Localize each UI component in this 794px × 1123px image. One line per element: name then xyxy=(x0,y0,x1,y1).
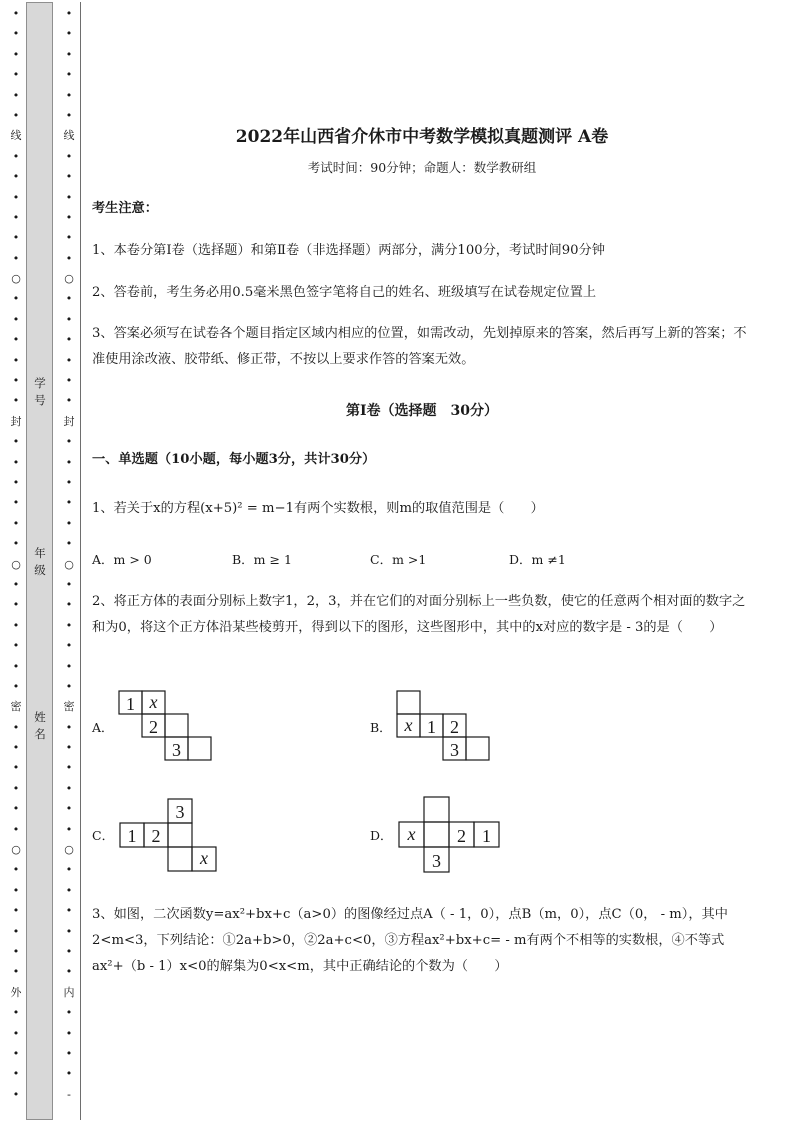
outer-seal-mark-32: • xyxy=(12,659,20,673)
net-c-cell-1: 1 xyxy=(127,826,137,846)
inner-seal-mark-18: • xyxy=(65,374,73,388)
outer-seal-mark-25: • xyxy=(12,516,20,530)
inner-seal-mark-6: 线 xyxy=(63,129,75,143)
inner-seal-mark-46: • xyxy=(65,944,73,958)
inner-seal-mark-51: • xyxy=(65,1046,73,1060)
outer-seal-mark-24: • xyxy=(12,496,20,510)
inner-seal-mark-13: ○ xyxy=(64,272,74,286)
outer-seal-mark-19: • xyxy=(12,394,20,408)
net-c-cell-2: 2 xyxy=(151,826,161,846)
outer-seal-mark-44: • xyxy=(12,904,20,918)
outer-seal-mark-48: 外 xyxy=(10,985,22,999)
net-b-cell-1: 1 xyxy=(427,717,436,737)
inner-seal-mark-23: • xyxy=(65,475,73,489)
net-c-cell-x: x xyxy=(200,848,208,868)
q2-net-a xyxy=(118,690,214,762)
outer-seal-mark-5: • xyxy=(12,108,20,122)
inner-seal-mark-28: • xyxy=(65,577,73,591)
inner-seal-mark-3: • xyxy=(65,68,73,82)
inner-seal-mark-16: • xyxy=(65,333,73,347)
q1-option-d[interactable]: D．m ≠1 xyxy=(509,552,566,567)
inner-seal-mark-52: • xyxy=(65,1067,73,1081)
inner-seal-mark-21: • xyxy=(65,435,73,449)
outer-seal-mark-38: • xyxy=(12,781,20,795)
net-d-cell-3: 3 xyxy=(432,851,441,871)
inner-seal-mark-32: • xyxy=(65,659,73,673)
q2-option-c-label[interactable]: C． xyxy=(92,828,115,843)
outer-seal-mark-2: • xyxy=(12,47,20,61)
inner-seal-mark-14: • xyxy=(65,292,73,306)
inner-seal-mark-27: ○ xyxy=(64,557,74,571)
inner-seal-mark-39: • xyxy=(65,802,73,816)
binding-margin xyxy=(0,0,84,1123)
q2-net-b xyxy=(396,690,492,762)
inner-seal-mark-0: • xyxy=(65,7,73,20)
outer-seal-mark-18: • xyxy=(12,374,20,388)
exam-title: 2022年山西省介休市中考数学模拟真题测评 A卷 xyxy=(235,127,609,147)
outer-seal-mark-4: • xyxy=(12,88,20,102)
outer-seal-mark-52: • xyxy=(12,1067,20,1081)
student-id-label: 学 号 xyxy=(34,376,46,407)
outer-seal-mark-23: • xyxy=(12,475,20,489)
inner-seal-mark-49: • xyxy=(65,1006,73,1020)
part-title: 第I卷（选择题 30分） xyxy=(345,403,499,419)
inner-seal-mark-7: • xyxy=(65,149,73,163)
inner-seal-mark-9: • xyxy=(65,190,73,204)
inner-seal-mark-47: • xyxy=(65,965,73,979)
notice-item-3: 3、答案必须写在试卷各个题目指定区域内相应的位置，如需改动，先划掉原来的答案，然后再写上新的答案；不准使用涂改液、胶带纸、修正带，不按以上要求作答的答案无效。 xyxy=(92,326,747,367)
outer-seal-mark-8: • xyxy=(12,170,20,184)
inner-seal-mark-25: • xyxy=(65,516,73,530)
net-a-cell-3: 3 xyxy=(172,740,181,760)
inner-seal-mark-36: • xyxy=(65,741,73,755)
notice-item-2: 2、答卷前，考生务必用0.5毫米黑色签字笔将自己的姓名、班级填写在试卷规定位置上 xyxy=(92,285,597,300)
outer-seal-mark-20: 封 xyxy=(10,414,22,428)
inner-seal-mark-10: • xyxy=(65,210,73,224)
inner-seal-mark-34: 密 xyxy=(63,700,75,714)
q1-option-b[interactable]: B．m ≥ 1 xyxy=(232,552,292,567)
section-heading: 一、单选题（10小题，每小题3分，共计30分） xyxy=(92,452,376,467)
q2-option-a-label[interactable]: A． xyxy=(92,720,114,735)
outer-seal-mark-14: • xyxy=(12,292,20,306)
outer-seal-mark-40: • xyxy=(12,822,20,836)
inner-seal-mark-53: - xyxy=(67,1087,71,1101)
q1-option-c[interactable]: C．m >1 xyxy=(370,552,427,567)
inner-seal-mark-43: • xyxy=(65,883,73,897)
outer-seal-mark-36: • xyxy=(12,741,20,755)
net-b-cell-3: 3 xyxy=(450,740,459,760)
question-3: 3、如图，二次函数y=ax²+bx+c（a>0）的图像经过点A（ - 1，0），点B（m，0），点C（0， - m），其中2<m<3，下列结论：①2a+b>0，②2a+c<0，③方程ax²+bx+c= - m有两个不相等的实数根，④不等式ax²+（b - 1）x<0的解集为0<x<m，其中正确结论的个数为（ ） xyxy=(92,907,728,974)
outer-seal-mark-31: • xyxy=(12,639,20,653)
inner-seal-mark-17: • xyxy=(65,353,73,367)
inner-seal-mark-33: • xyxy=(65,679,73,693)
outer-seal-mark-42: • xyxy=(12,863,20,877)
inner-seal-mark-35: • xyxy=(65,720,73,734)
inner-seal-mark-48: 内 xyxy=(63,985,75,999)
outer-seal-mark-35: • xyxy=(12,720,20,734)
outer-seal-mark-6: 线 xyxy=(10,129,22,143)
notice-heading: 考生注意： xyxy=(92,201,158,216)
inner-seal-mark-30: • xyxy=(65,618,73,632)
inner-seal-mark-38: • xyxy=(65,781,73,795)
question-2: 2、将正方体的表面分别标上数字1，2，3，并在它们的对面分别标上一些负数，使它的任意两个相对面的数字之和为0，将这个正方体沿某些棱剪开，得到以下的图形，这些图形中，其中的x对应的数字是 - 3的是（ ） xyxy=(92,594,746,635)
question-1: 1、若关于x的方程(x+5)² = m−1有两个实数根，则m的取值范围是（ ） xyxy=(92,501,544,516)
inner-seal-mark-40: • xyxy=(65,822,73,836)
outer-seal-mark-50: • xyxy=(12,1026,20,1040)
q2-net-c xyxy=(118,798,218,874)
inner-seal-mark-20: 封 xyxy=(63,414,75,428)
outer-seal-mark-27: ○ xyxy=(11,557,21,571)
inner-seal-mark-29: • xyxy=(65,598,73,612)
net-a-cell-2: 2 xyxy=(149,717,158,737)
outer-seal-mark-29: • xyxy=(12,598,20,612)
outer-seal-mark-49: • xyxy=(12,1006,20,1020)
outer-seal-mark-47: • xyxy=(12,965,20,979)
exam-subtitle: 考试时间：90分钟；命题人：数学教研组 xyxy=(307,160,537,175)
inner-seal-mark-45: • xyxy=(65,924,73,938)
inner-seal-mark-50: • xyxy=(65,1026,73,1040)
outer-seal-mark-16: • xyxy=(12,333,20,347)
outer-seal-mark-30: • xyxy=(12,618,20,632)
inner-seal-mark-44: • xyxy=(65,904,73,918)
margin-rule xyxy=(80,2,81,1120)
outer-seal-mark-10: • xyxy=(12,210,20,224)
q2-net-d xyxy=(396,796,502,874)
outer-seal-mark-41: ○ xyxy=(11,843,21,857)
inner-seal-mark-42: • xyxy=(65,863,73,877)
inner-seal-mark-2: • xyxy=(65,47,73,61)
outer-seal-mark-33: • xyxy=(12,679,20,693)
outer-seal-mark-7: • xyxy=(12,149,20,163)
net-c-cell-3: 3 xyxy=(175,802,185,822)
inner-seal-mark-37: • xyxy=(65,761,73,775)
notice-item-1: 1、本卷分第I卷（选择题）和第Ⅱ卷（非选择题）两部分，满分100分，考试时间90分钟 xyxy=(92,243,605,258)
inner-seal-mark-22: • xyxy=(65,455,73,469)
inner-seal-mark-31: • xyxy=(65,639,73,653)
outer-seal-mark-51: • xyxy=(12,1046,20,1060)
outer-seal-mark-12: • xyxy=(12,251,20,265)
grade-label: 年 级 xyxy=(34,546,46,577)
outer-seal-mark-53: • xyxy=(12,1087,20,1101)
outer-seal-mark-39: • xyxy=(12,802,20,816)
outer-seal-mark-34: 密 xyxy=(10,700,22,714)
inner-seal-mark-41: ○ xyxy=(64,843,74,857)
net-d-cell-x: x xyxy=(407,824,416,844)
inner-seal-mark-11: • xyxy=(65,231,73,245)
net-b-cell-2: 2 xyxy=(450,717,459,737)
outer-seal-mark-1: • xyxy=(12,27,20,41)
outer-seal-mark-3: • xyxy=(12,68,20,82)
inner-seal-mark-5: • xyxy=(65,108,73,122)
inner-seal-mark-1: • xyxy=(65,27,73,41)
inner-seal-mark-4: • xyxy=(65,88,73,102)
outer-seal-mark-46: • xyxy=(12,944,20,958)
net-d-cell-1: 1 xyxy=(482,826,491,846)
outer-seal-mark-26: • xyxy=(12,537,20,551)
outer-seal-mark-43: • xyxy=(12,883,20,897)
inner-seal-line xyxy=(63,4,75,1105)
question-1-options xyxy=(92,550,752,570)
outer-seal-mark-9: • xyxy=(12,190,20,204)
inner-seal-mark-8: • xyxy=(65,170,73,184)
net-b-cell-x: x xyxy=(404,715,413,735)
outer-seal-line xyxy=(10,4,22,1105)
q1-option-a[interactable]: A．m > 0 xyxy=(92,552,152,567)
outer-seal-mark-15: • xyxy=(12,312,20,326)
q2-option-d-label[interactable]: D． xyxy=(370,828,393,843)
inner-seal-mark-12: • xyxy=(65,251,73,265)
outer-seal-mark-45: • xyxy=(12,924,20,938)
inner-seal-mark-26: • xyxy=(65,537,73,551)
net-a-cell-x: x xyxy=(149,692,158,712)
outer-seal-mark-13: ○ xyxy=(11,272,21,286)
net-d-cell-2: 2 xyxy=(457,826,466,846)
outer-seal-mark-0: • xyxy=(12,7,20,20)
q2-option-b-label[interactable]: B． xyxy=(370,720,392,735)
outer-seal-mark-28: • xyxy=(12,577,20,591)
outer-seal-mark-11: • xyxy=(12,231,20,245)
inner-seal-mark-24: • xyxy=(65,496,73,510)
outer-seal-mark-22: • xyxy=(12,455,20,469)
outer-seal-mark-21: • xyxy=(12,435,20,449)
name-label: 姓 名 xyxy=(34,710,46,741)
inner-seal-mark-19: • xyxy=(65,394,73,408)
inner-seal-mark-15: • xyxy=(65,312,73,326)
outer-seal-mark-37: • xyxy=(12,761,20,775)
net-a-cell-1: 1 xyxy=(126,694,135,714)
outer-seal-mark-17: • xyxy=(12,353,20,367)
